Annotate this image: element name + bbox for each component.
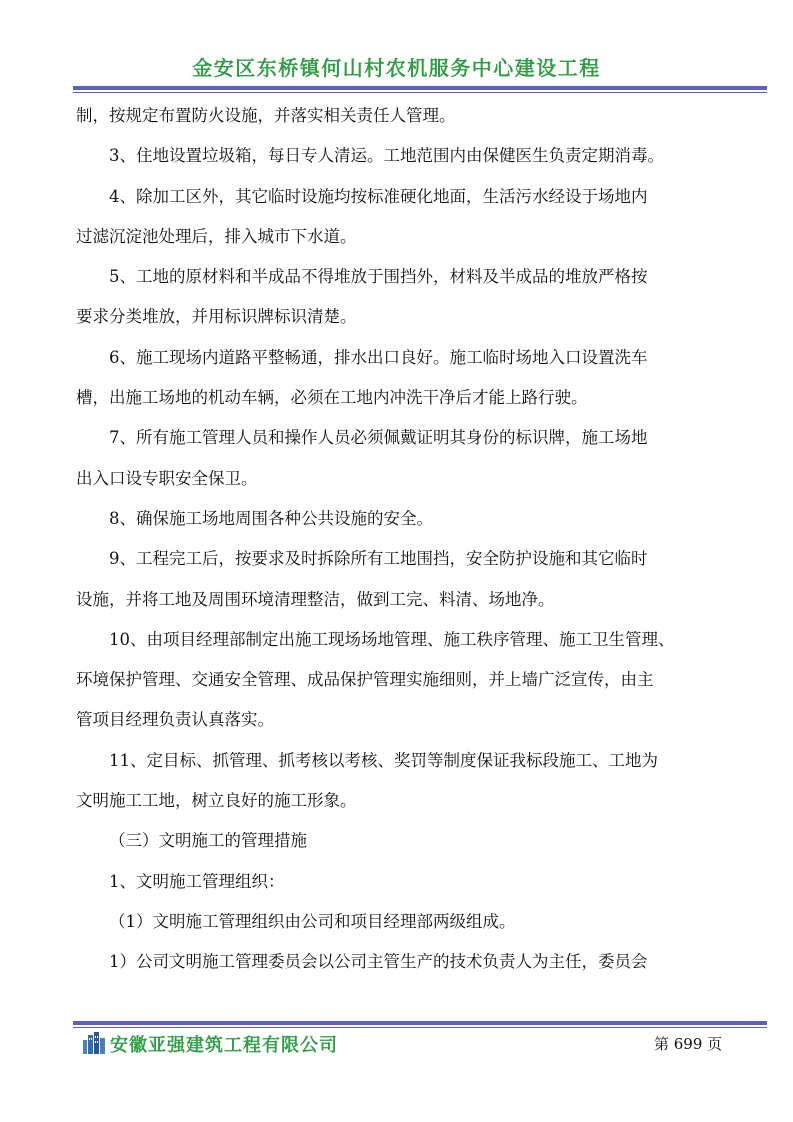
body-line: 环境保护管理、交通安全管理、成品保护管理实施细则，并上墙广泛宣传，由主 xyxy=(76,670,654,690)
document-body xyxy=(76,103,724,990)
body-line: 4、除加工区外，其它临时设施均按标准硬化地面，生活污水经设于场地内 xyxy=(109,186,648,206)
body-line: 1、文明施工管理组织： xyxy=(109,871,285,891)
page-number: 第 699 页 xyxy=(654,1035,723,1053)
body-line: 要求分类堆放，并用标识牌标识清楚。 xyxy=(76,307,357,327)
body-line: 文明施工工地，树立良好的施工形象。 xyxy=(76,791,357,811)
header-rule-thick xyxy=(73,86,767,90)
body-line: 出入口设专职安全保卫。 xyxy=(76,468,258,488)
section-heading: （三）文明施工的管理措施 xyxy=(109,831,307,851)
body-line: 5、工地的原材料和半成品不得堆放于围挡外，材料及半成品的堆放严格按 xyxy=(109,267,648,287)
body-line: 8、确保施工场地周围各种公共设施的安全。 xyxy=(109,508,433,528)
footer-rule-thick xyxy=(73,1021,767,1025)
body-line: 设施，并将工地及周围环境清理整洁，做到工完、料清、场地净。 xyxy=(76,589,555,609)
body-line: 槽，出施工场地的机动车辆，必须在工地内冲洗干净后才能上路行驶。 xyxy=(76,388,588,408)
body-line: 7、所有施工管理人员和操作人员必须佩戴证明其身份的标识牌，施工场地 xyxy=(109,428,648,448)
body-line: 11、定目标、抓管理、抓考核以考核、奖罚等制度保证我标段施工、工地为 xyxy=(109,750,658,770)
footer-rule-thin xyxy=(73,1027,767,1028)
body-line: 9、工程完工后，按要求及时拆除所有工地围挡，安全防护设施和其它临时 xyxy=(109,549,648,569)
header-rule-thin xyxy=(73,92,767,93)
body-line: 3、住地设置垃圾箱，每日专人清运。工地范围内由保健医生负责定期消毒。 xyxy=(109,146,664,166)
body-line: 管项目经理负责认真落实。 xyxy=(76,710,274,730)
footer-company-name: 安徽亚强建筑工程有限公司 xyxy=(110,1035,338,1056)
body-line: 1）公司文明施工管理委员会以公司主管生产的技术负责人为主任，委员会 xyxy=(109,952,648,972)
body-line: （1）文明施工管理组织由公司和项目经理部两级组成。 xyxy=(109,911,516,931)
body-line: 6、施工现场内道路平整畅通，排水出口良好。施工临时场地入口设置洗车 xyxy=(109,347,648,367)
body-line: 10、由项目经理部制定出施工现场场地管理、施工秩序管理、施工卫生管理、 xyxy=(109,629,675,649)
body-line: 制，按规定布置防火设施，并落实相关责任人管理。 xyxy=(76,106,456,125)
building-logo-icon xyxy=(82,1032,106,1054)
document-header-title: 金安区东桥镇何山村农机服务中心建设工程 xyxy=(192,56,601,80)
body-line: 过滤沉淀池处理后，排入城市下水道。 xyxy=(76,226,357,246)
